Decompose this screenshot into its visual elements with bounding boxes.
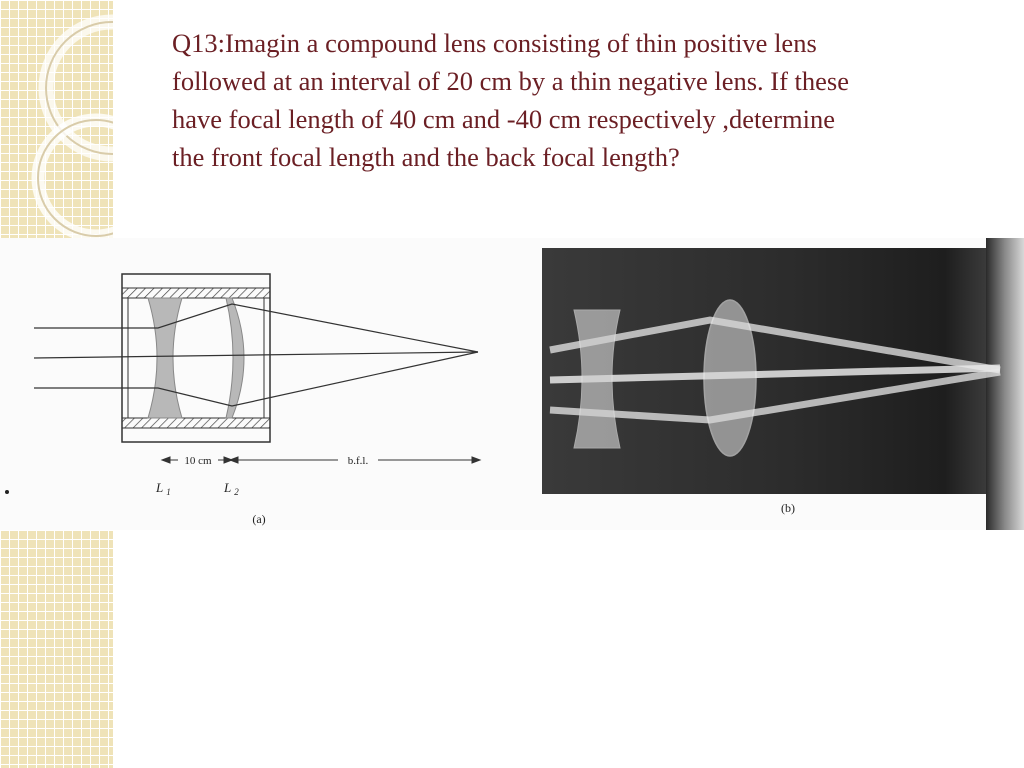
figure-a-lens-diagram bbox=[0, 238, 520, 530]
figure-b-lens-photo bbox=[520, 238, 1024, 530]
question-text bbox=[172, 24, 992, 176]
question-line-4: the front focal length and the back focal length? bbox=[172, 142, 680, 172]
question-line-3: have focal length of 40 cm and -40 cm respectively ,determine bbox=[172, 104, 835, 134]
lens-barrel bbox=[122, 274, 270, 442]
spacing-label: 10 cm bbox=[184, 455, 212, 467]
question-line-1: Q13:Imagin a compound lens consisting of thin positive lens bbox=[172, 28, 817, 58]
figure-a-caption: (a) bbox=[252, 512, 266, 526]
figure-b-caption: (b) bbox=[781, 501, 795, 515]
question-line-2: followed at an interval of 20 cm by a thin negative lens. If these bbox=[172, 66, 850, 96]
photo-positive-lens bbox=[704, 300, 756, 456]
decorative-grid-bottom bbox=[0, 530, 113, 768]
decorative-rings-icon bbox=[0, 0, 113, 238]
bullet-dot bbox=[5, 490, 9, 494]
positive-lens-l2 bbox=[226, 298, 244, 418]
light-rays bbox=[34, 304, 478, 406]
negative-lens-l1 bbox=[148, 298, 182, 418]
lens1-label: L $_1$ bbox=[156, 480, 171, 497]
photo-edge-shadow bbox=[986, 238, 1024, 530]
lens2-label: L $_2$ bbox=[224, 480, 239, 497]
bfl-label: b.f.l. bbox=[347, 455, 369, 467]
